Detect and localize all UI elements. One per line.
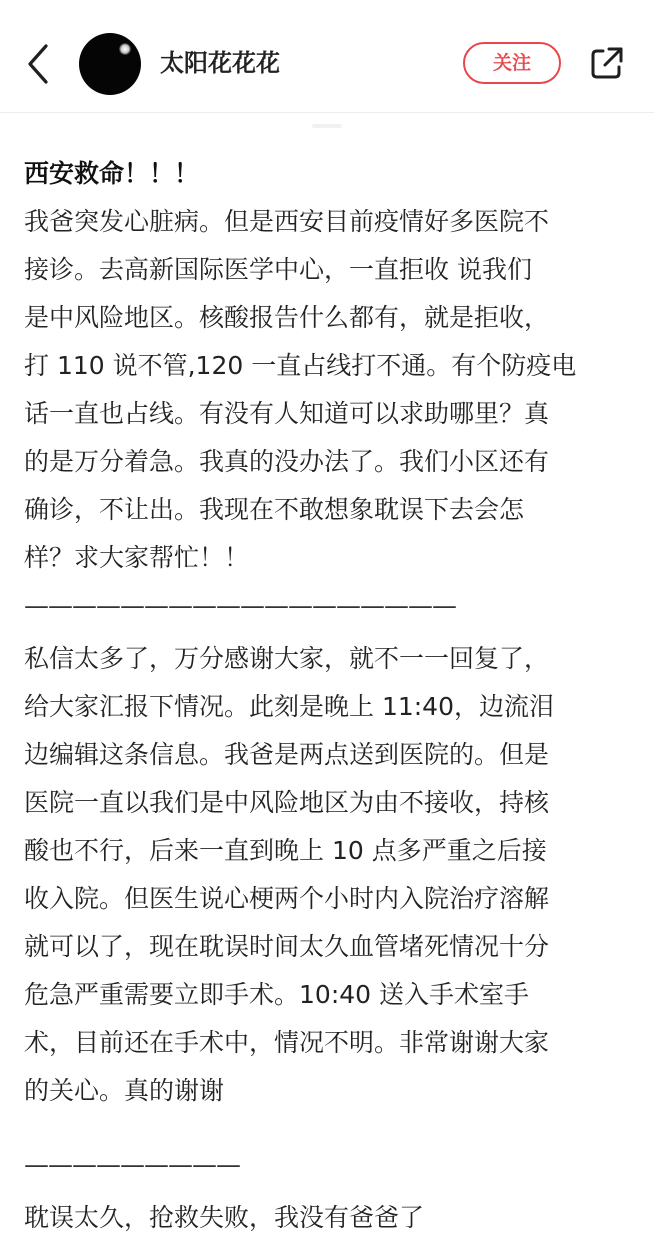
post-line: 是中风险地区。核酸报告什么都有，就是拒收， <box>24 303 550 332</box>
avatar-highlight <box>119 43 131 55</box>
username[interactable]: 太阳花花花 <box>160 49 280 77</box>
post-content <box>24 150 636 1242</box>
post-paragraph-1 <box>24 198 636 582</box>
post-line: 危急严重需要立即手术。10:40 送入手术室手 <box>24 980 529 1009</box>
back-button[interactable] <box>18 40 58 88</box>
post-line: 样？求大家帮忙！！ <box>24 543 250 572</box>
follow-button[interactable]: 关注 <box>463 42 561 84</box>
post-line: 酸也不行，后来一直到晚上 10 点多严重之后接 <box>24 836 547 865</box>
post-line: 给大家汇报下情况。此刻是晚上 11:40，边流泪 <box>24 692 554 721</box>
post-line: 边编辑这条信息。我爸是两点送到医院的。但是 <box>24 740 550 769</box>
post-line: 话一直也占线。有没有人知道可以求助哪里？真 <box>24 399 550 428</box>
post-line: 就可以了，现在耽误时间太久血管堵死情况十分 <box>24 932 550 961</box>
text-divider: ————————— <box>24 1150 240 1179</box>
post-line: 医院一直以我们是中风险地区为由不接收，持核 <box>24 788 550 817</box>
post-paragraph-3 <box>24 1194 636 1242</box>
post-line: 打 110 说不管,120 一直占线打不通。有个防疫电 <box>24 351 577 380</box>
post-line: 收入院。但医生说心梗两个小时内入院治疗溶解 <box>24 884 550 913</box>
share-icon <box>588 44 626 82</box>
post-line: 接诊。去高新国际医学中心，一直拒收 说我们 <box>24 255 532 284</box>
post-line: 我爸突发心脏病。但是西安目前疫情好多医院不 <box>24 207 550 236</box>
post-line: 术，目前还在手术中，情况不明。非常谢谢大家 <box>24 1028 550 1057</box>
post-paragraph-2 <box>24 635 636 1115</box>
post-title: 西安救命！！！ <box>24 159 200 188</box>
post-line: 确诊，不让出。我现在不敢想象耽误下去会怎 <box>24 495 525 524</box>
share-button[interactable] <box>588 44 626 82</box>
post-line: 私信太多了，万分感谢大家，就不一一回复了， <box>24 644 550 673</box>
top-navigation-bar <box>0 0 654 113</box>
post-line: 的关心。真的谢谢 <box>24 1076 225 1105</box>
post-line: 耽误太久，抢救失败，我没有爸爸了 <box>24 1203 425 1232</box>
scroll-indicator <box>312 124 342 128</box>
text-divider: —————————————————— <box>24 591 456 620</box>
post-line: 的是万分着急。我真的没办法了。我们小区还有 <box>24 447 550 476</box>
paragraph-spacer <box>24 1115 636 1141</box>
chevron-left-icon <box>18 40 58 88</box>
avatar[interactable] <box>79 33 141 95</box>
